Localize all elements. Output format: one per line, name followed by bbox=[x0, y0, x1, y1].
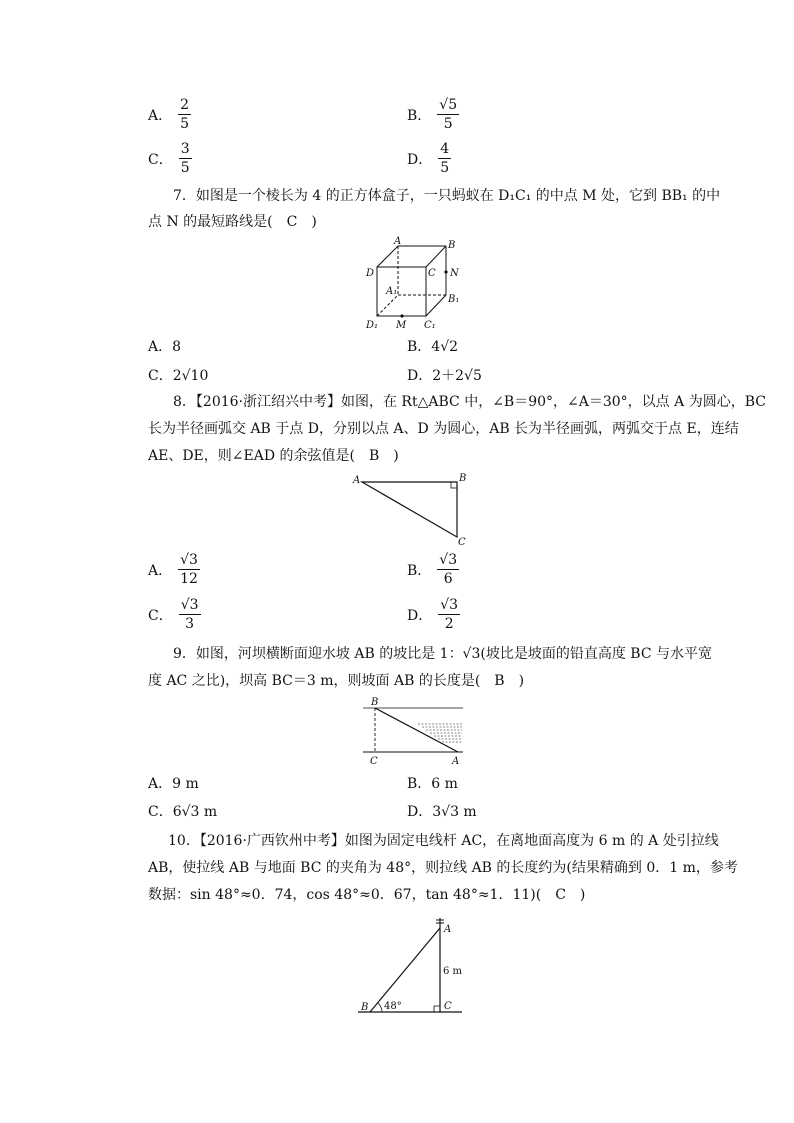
q8-option-a bbox=[148, 551, 200, 588]
numerator: 2 bbox=[180, 97, 190, 113]
option-label: B． bbox=[407, 107, 432, 124]
denominator: 2 bbox=[444, 616, 454, 632]
denominator: 12 bbox=[180, 571, 198, 587]
option-value: 8 bbox=[172, 339, 182, 355]
q7-option-b bbox=[407, 337, 458, 357]
denominator: 5 bbox=[443, 116, 453, 132]
denominator: 5 bbox=[180, 160, 190, 176]
numerator: √5 bbox=[439, 97, 458, 113]
numerator: √3 bbox=[440, 597, 459, 613]
label-n: N bbox=[450, 268, 459, 279]
label-c: C bbox=[444, 1001, 452, 1012]
q7-option-c bbox=[148, 366, 208, 386]
q6-option-b bbox=[407, 96, 459, 133]
option-label: A． bbox=[148, 776, 173, 792]
triangle-abc bbox=[362, 482, 457, 537]
q7-question-line1: 7．如图是一个棱长为 4 的正方体盒子，一只蚂蚁在 D₁C₁ 的中点 M 处，它到 BB₁ 的中 bbox=[173, 188, 721, 204]
denominator: 5 bbox=[180, 116, 190, 132]
numerator: √3 bbox=[439, 552, 458, 568]
label-height: 6 m bbox=[443, 966, 463, 977]
option-label: D． bbox=[407, 368, 433, 384]
q6-options-row2 bbox=[0, 140, 794, 180]
numerator: 4 bbox=[440, 141, 450, 157]
water-hatching bbox=[418, 724, 462, 742]
label-m: M bbox=[396, 320, 407, 331]
right-angle-mark bbox=[451, 482, 457, 488]
option-value: 3√3 m bbox=[432, 804, 477, 820]
option-label: D． bbox=[407, 151, 433, 168]
q9-option-c bbox=[148, 802, 217, 822]
option-label: B． bbox=[407, 776, 432, 792]
numerator: √3 bbox=[180, 597, 199, 613]
q8-question-line2: 长为半径画弧交 AB 于点 D，分别以点 A、D 为圆心，AB 长为半径画弧，两弧交于点 E，连结 bbox=[148, 421, 739, 437]
option-label: C． bbox=[148, 151, 173, 168]
q6-option-a bbox=[148, 96, 191, 133]
numerator: 3 bbox=[180, 141, 190, 157]
option-label: D． bbox=[407, 607, 433, 624]
label-b: B bbox=[459, 473, 467, 484]
q8-question-line3: AE、DE，则∠EAD 的余弦值是( B ) bbox=[148, 448, 399, 464]
slope-ab bbox=[375, 708, 458, 752]
denominator: 5 bbox=[440, 160, 450, 176]
denominator: 3 bbox=[185, 616, 195, 632]
q6-option-d bbox=[407, 140, 451, 177]
q8-option-b bbox=[407, 551, 459, 588]
q10-question-line1: 10．【2016·广西钦州中考】如图为固定电线杆 AC，在离地面高度为 6 m 的 A 处引拉线 bbox=[168, 833, 719, 849]
q8-options-row2 bbox=[0, 596, 794, 636]
label-a: A bbox=[394, 236, 402, 247]
q8-option-c bbox=[148, 596, 201, 633]
label-c1: C₁ bbox=[424, 320, 436, 331]
option-label: B． bbox=[407, 339, 432, 355]
q7-cube-figure bbox=[362, 236, 462, 331]
q7-option-d bbox=[407, 366, 482, 386]
q6-option-c bbox=[148, 140, 192, 177]
q10-question-line2: AB，使拉线 AB 与地面 BC 的夹角为 48°，则拉线 AB 的长度约为(结果精确到 0．1 m，参考 bbox=[148, 860, 738, 876]
option-value: 6 m bbox=[431, 776, 458, 792]
label-c: C bbox=[428, 268, 436, 279]
option-label: A． bbox=[148, 562, 173, 579]
q10-question-line3: 数据：sin 48°≈0．74，cos 48°≈0．67，tan 48°≈1．11)( C ) bbox=[148, 887, 586, 903]
label-c: C bbox=[370, 756, 378, 767]
fraction bbox=[437, 551, 459, 588]
option-value: 6√3 m bbox=[172, 804, 218, 820]
option-label: C． bbox=[148, 804, 173, 820]
fraction bbox=[179, 140, 192, 177]
option-label: A． bbox=[148, 339, 173, 355]
option-label: A． bbox=[148, 107, 173, 124]
label-c: C bbox=[458, 537, 466, 548]
label-b: B bbox=[448, 240, 456, 251]
fraction bbox=[438, 140, 451, 177]
label-a: A bbox=[444, 924, 452, 935]
label-a: A bbox=[452, 756, 460, 767]
fraction bbox=[179, 596, 201, 633]
fraction bbox=[437, 96, 459, 133]
q8-options-row1 bbox=[0, 551, 794, 591]
option-label: D． bbox=[407, 804, 433, 820]
option-value: 9 m bbox=[172, 776, 199, 792]
q9-dam-figure bbox=[358, 694, 468, 768]
q9-question-line1: 9．如图，河坝横断面迎水坡 AB 的坡比是 1：√3(坡比是坡面的铅直高度 BC 与水平宽 bbox=[173, 646, 713, 662]
option-value: 2＋2√5 bbox=[432, 368, 482, 384]
option-label: B． bbox=[407, 562, 432, 579]
label-d: D bbox=[366, 268, 375, 279]
point-n bbox=[444, 270, 447, 273]
option-value: 2√10 bbox=[172, 368, 209, 384]
wire-ab bbox=[370, 928, 440, 1012]
q9-question-line2: 度 AC 之比)，坝高 BC＝3 m，则坡面 AB 的长度是( B ) bbox=[148, 673, 525, 689]
denominator: 6 bbox=[443, 571, 453, 587]
angle-arc bbox=[378, 1003, 383, 1012]
q7-question-line2: 点 N 的最短路线是( C ) bbox=[148, 214, 317, 230]
label-a1: A₁ bbox=[386, 286, 398, 297]
numerator: √3 bbox=[180, 552, 198, 568]
q10-pole-figure bbox=[356, 914, 466, 1018]
q8-option-d bbox=[407, 596, 460, 633]
q8-triangle-figure bbox=[350, 470, 472, 548]
option-label: C． bbox=[148, 368, 173, 384]
q9-option-a bbox=[148, 774, 199, 794]
option-label: C． bbox=[148, 607, 173, 624]
label-b: B bbox=[371, 697, 379, 708]
label-d1: D₁ bbox=[366, 320, 379, 331]
q8-question-line1: 8．【2016·浙江绍兴中考】如图，在 Rt△ABC 中，∠B＝90°，∠A＝30°，以点 A 为圆心，BC bbox=[173, 394, 766, 410]
q6-options-row1 bbox=[0, 96, 794, 136]
label-a: A bbox=[353, 475, 361, 486]
q9-option-d bbox=[407, 802, 477, 822]
q9-option-b bbox=[407, 774, 458, 794]
label-angle: 48° bbox=[384, 1001, 402, 1012]
point-m bbox=[400, 314, 403, 317]
q7-option-a bbox=[148, 337, 181, 357]
fraction bbox=[438, 596, 460, 633]
fraction bbox=[178, 551, 200, 588]
label-b1: B₁ bbox=[448, 294, 460, 305]
right-angle-mark bbox=[434, 1006, 440, 1012]
label-b: B bbox=[361, 1002, 369, 1013]
option-value: 4√2 bbox=[431, 339, 459, 355]
fraction bbox=[178, 96, 191, 133]
